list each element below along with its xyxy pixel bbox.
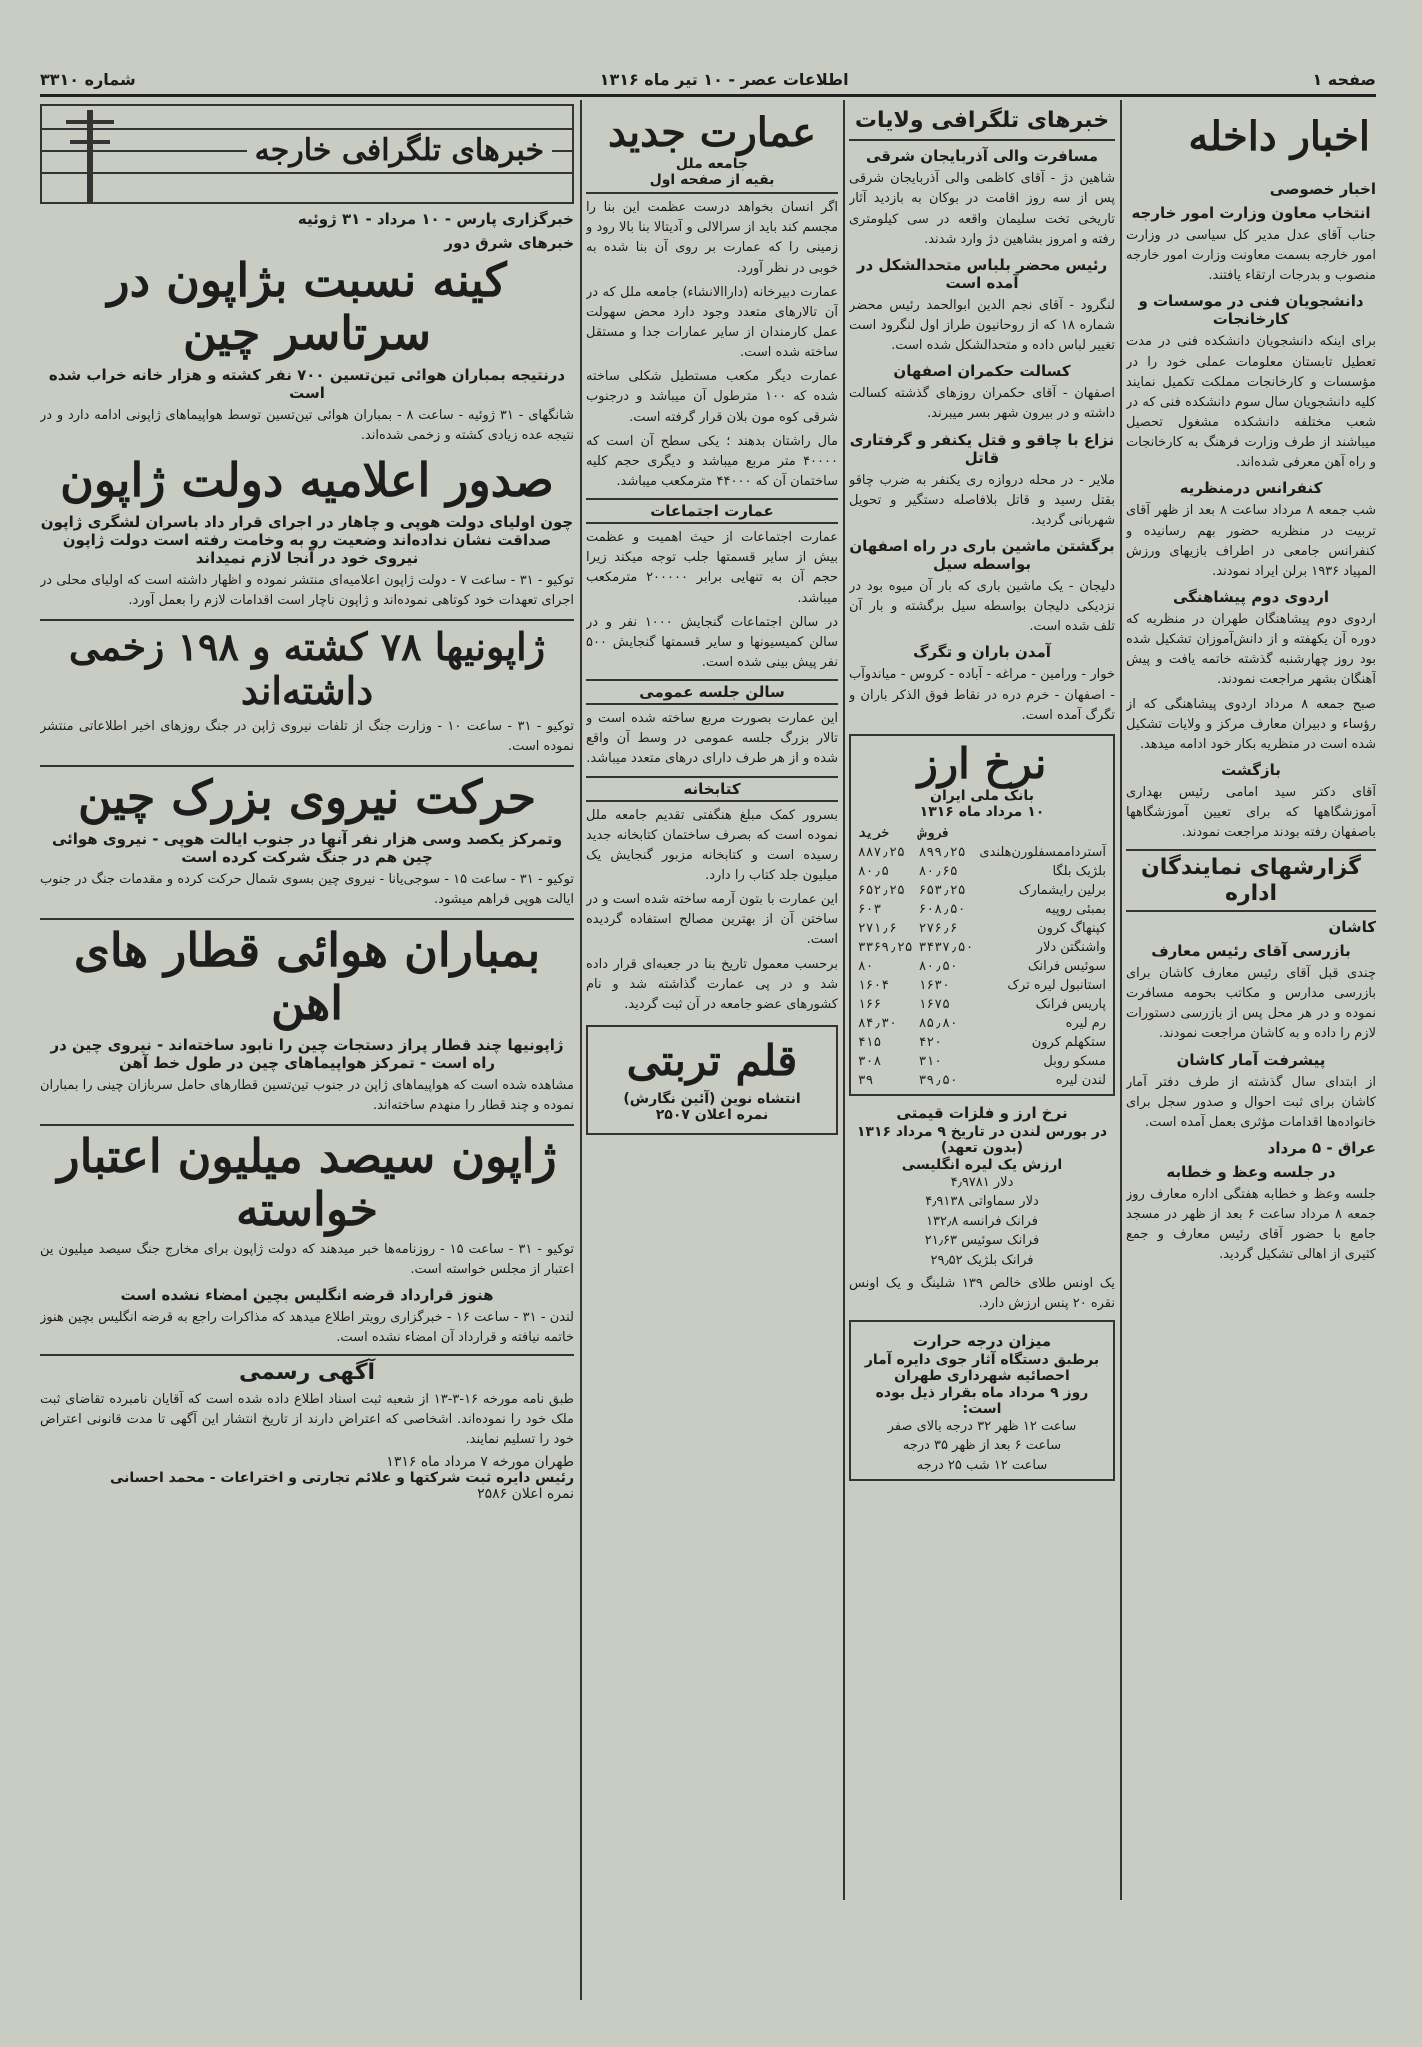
fx-row [855, 862, 1109, 881]
domestic-s4-title: اردوی دوم پیشاهنگی [1172, 587, 1330, 606]
fx-name: بمبئی روپیه [1044, 902, 1106, 918]
fx-sell: ۸۹۹٫۲۵ [918, 845, 966, 861]
prov-a6-text: خوار - ورامین - مراغه - آباده - کروس - میاندوآب - اصفهان - خرم دره در نقاط فوق الذکر باران و تگرگ آمده است. [849, 667, 1115, 723]
fx-sell: ۱۶۷۵ [918, 997, 950, 1013]
fx-row [855, 976, 1109, 995]
fx-name: بلژیک بلگا [1052, 864, 1106, 880]
foreign-region: خبرهای شرق دور [444, 234, 574, 252]
fx-name: استانبول لیره ترک [1007, 978, 1106, 994]
fx-row [855, 938, 1109, 957]
fx-name: سوئیس فرانک [1027, 959, 1106, 975]
prov-a2-text: لنگرود - آقای نجم الدین ابوالحمد رئیس محضر شماره ۱۸ که از روحانیون طراز اول لنگرود است تغییر لباس داده و متحدالشکل شده است. [849, 297, 1115, 354]
fx-sell: ۸۰٫۶۵ [918, 864, 958, 880]
prov-a5-text: دلیجان - یک ماشین باری که بار آن میوه بود در نزدیکی دلیجان بواسطه سیل برگشته و بار آن تلف شده است. [849, 578, 1115, 635]
fx-buy: ۶۰۳ [857, 902, 882, 918]
domestic-s8-title: بازرسی آقای رئیس معارف [1151, 941, 1351, 960]
fx-buy: ۸۰ [857, 959, 874, 975]
domestic-s2-text: برای اینکه دانشجویان دانشکده فنی در مدت تعطیل تابستان معلومات عملی خود را در مؤسسات و کارخانجات مملکت تکمیل نمایند کلیه دانشجویان سال سوم دانشکده فنی که در شعب مختلفه دانشکده مشغول تحصیل میباشند از طرف وزارت فرهنگ به کارخانجات و راه آهن معرفی شده‌اند. [1126, 334, 1376, 471]
foreign-h5: بمباران هوائی قطار های اهن [40, 918, 574, 1030]
ad-box [586, 1025, 838, 1135]
domestic-s4-text: اردوی دوم پیشاهنگان طهران در منظریه که دوره آن یکهفته و از دانش‌آموزان تشکیل شده بود روز چهارشنبه گذشته خاتمه یافت و پیش آهنگان بشهر مراجعت نمودند. [1126, 611, 1376, 688]
middle-column [586, 104, 838, 1984]
fx-row [855, 1014, 1109, 1033]
middle-p1: اگر انسان بخواهد درست عظمت این بنا را مجسم کند باید از سرالالی و آدیتالا بنا بالا رود و زمینی را که عمارت بر روی آن بنا شده به خوبی در نظر آورد. [586, 200, 838, 276]
domestic-s5-text: صبح جمعه ۸ مرداد اردوی پیشاهنگی که از رؤساء و دبیران معارف مرکز و ولایات تشکیل شده است در منظریه بکار خود ادامه میدهد. [1126, 696, 1376, 752]
prov-a2-title: رئیس محضر بلباس متحدالشکل در آمده است [856, 255, 1108, 292]
notice-title: آگهی رسمی [238, 1360, 376, 1386]
domestic-s3-text: شب جمعه ۸ مرداد ساعت ۸ بعد از ظهر آقای تربیت در منظریه حضور بهم رسانیده و کنفرانس جامعی در اطراف بازیهای ورزش المپیاد ۱۹۳۶ برلن ایراد نمودند. [1126, 503, 1376, 579]
foreign-h2-text: توکیو - ۳۱ - ساعت ۷ - دولت ژاپون اعلامیه‌ای منتشر نموده و اظهار داشته است که اولیای محلی در اجرای تعهدات خود کوتاهی نموده‌اند و ژاپون ناچار است اقدامات لازم را بعمل آورد. [40, 572, 574, 609]
middle-p4: مال راشتان بدهند ؛ یکی سطح آن است که ۴۰۰۰۰ متر مربع میباشد و دیگری حجم کلیه ساختمان آن که ۴۴۰۰۰ مترمکعب میباشد. [586, 433, 838, 490]
prov-a5-title: برگشتن ماشین باری در راه اصفهان بواسطه سیل [849, 536, 1115, 573]
page-header [40, 64, 1376, 97]
fx-row [855, 957, 1109, 976]
fx-name: برلین رایشمارک [1018, 883, 1106, 899]
middle-p2: عمارت دبیرخانه (داراالانشاء) جامعه ملل که در آن تالارهای متعدد وجود دارد محض سهولت عمل کارمندان از سایر عمارات جدا و مستقل ساخته شده است. [586, 284, 838, 361]
metal-row: دلار سماواتی ۴٫۹۱۳۸ [925, 1194, 1039, 1210]
fx-name: رم لیره [1065, 1016, 1106, 1032]
middle-sub: جامعه ملل [675, 156, 749, 172]
fx-name: ستکهلم کرون [1031, 1035, 1106, 1051]
fx-date: ۱۰ مرداد ماه ۱۳۱۶ [919, 804, 1045, 821]
ad-text: انتشاه نوین (آئین نگارش) [623, 1091, 801, 1108]
fx-name: مسکو روبل [1043, 1054, 1106, 1070]
domestic-s7-sub: کاشان [1328, 917, 1376, 936]
temp-list [855, 1417, 1109, 1476]
middle-p9: این عمارت با بتون آرمه ساخته شده است و در ساختن آن از بهترین مصالح استفاده گردیده است. [586, 892, 838, 948]
temp-sub2: روز ۹ مرداد ماه بقرار ذیل بوده است: [875, 1384, 1089, 1417]
fx-header-row [855, 824, 1109, 843]
fx-sub: بانک ملی ایران [930, 788, 1034, 805]
temp-box [849, 1320, 1115, 1481]
foreign-h1: کینه نسبت بژاپون در سرتاسر چین [107, 253, 507, 360]
fx-row [855, 881, 1109, 900]
middle-sub2: بقیه از صفحه اول [586, 172, 838, 194]
metal-sub2: (بدون تعهد) [940, 1140, 1024, 1157]
foreign-h3-text: توکیو - ۳۱ - ساعت ۱۰ - وزارت جنگ از تلفات نیروی ژاپن در جنگ روزهای اخیر اطلاعاتی منتشر نموده است. [40, 718, 574, 754]
fx-sell: ۳۹٫۵۰ [918, 1073, 958, 1089]
fx-buy: ۲۷۱٫۶ [857, 921, 897, 937]
middle-p10: برحسب معمول تاریخ بنا در جعبه‌ای قرار داده شد و در پی عمارت گذاشته شد و نام کشورهای عضو جامعه در آن ثبت گردید. [586, 956, 838, 1012]
provinces-column [849, 104, 1115, 2004]
prov-a4-text: ملایر - در محله دروازه ری یکنفر به ضرب چاقو بقتل رسید و قاتل بلافاصله دستگیر و تحویل شهربانی گردید. [849, 472, 1115, 528]
fx-buy: ۸۸۷٫۲۵ [857, 845, 905, 861]
ad-title: قلم تربتی [626, 1035, 798, 1085]
domestic-s11-text: جلسه وعظ و خطابه هفتگی اداره معارف روز جمعه ۸ مرداد ساعت ۶ بعد از ظهر در مسجد جامع با حضور آقای رئیس معارف و جمع کثیری از اهالی تشکیل گردید. [1126, 1186, 1376, 1263]
fx-sell: ۶۵۳٫۲۵ [918, 883, 966, 899]
middle-p5: عمارت اجتماعات از حیث اهمیت و عظمت بیش از سایر قسمتها جلب توجه میکند زیرا حجم آن به تنهایی برابر ۲۰۰۰۰۰ مترمکعب میباشد. [586, 530, 838, 606]
ad-no: نمره اعلان ۲۵۰۷ [655, 1107, 769, 1124]
fx-title: نرخ ارز [917, 738, 1047, 788]
metal-row: فرانک بلژیک ۲۹٫۵۲ [930, 1252, 1034, 1268]
domestic-s6-title: بازگشت [1221, 760, 1281, 779]
metal-row: فرانک فرانسه ۱۳۲٫۸ [926, 1213, 1038, 1229]
foreign-column [40, 104, 574, 2004]
domestic-s9-title: پیشرفت آمار کاشان [1176, 1050, 1326, 1069]
fx-row [855, 919, 1109, 938]
fx-head-sell: فروش [918, 826, 950, 842]
foreign-h6-sub: هنوز قرارداد قرضه انگلیس بچین امضاء نشده است [120, 1286, 494, 1305]
fx-buy: ۶۵۲٫۲۵ [857, 883, 905, 899]
telegraph-pole-icon [60, 106, 120, 202]
domestic-s1-text: جناب آقای عدل مدیر کل سیاسی در وزارت امور خارجه بسمت معاونت وزارت امور خارجه منصوب و بدرجات ارتقاء یافتند. [1126, 228, 1376, 284]
fx-sell: ۸۰٫۵۰ [918, 959, 958, 975]
fx-sell: ۴۲۰ [918, 1035, 943, 1051]
fx-table [855, 824, 1109, 1090]
metal-row: فرانک سوئیس ۲۱٫۶۳ [924, 1233, 1040, 1249]
middle-p3: عمارت دیگر مکعب مستطیل شکلی ساخته شده که ۱۰۰ مترطول آن میباشد و درجنوب شرقی کوه مون بلان قرار گرفته است. [586, 369, 838, 425]
fx-buy: ۳۹ [857, 1073, 874, 1089]
prov-a1-text: شاهین دژ - آقای کاظمی والی آذربایجان شرقی پس از سه روز اقامت در بوکان به بازدید آثار تاریخی تخت سلیمان واقعه در سی کیلومتری رفته و امروز بشاهین دژ وارد شدند. [849, 171, 1115, 247]
fx-sell: ۳۴۳۷٫۵۰ [918, 940, 974, 956]
notice-no: نمره اعلان ۲۵۸۶ [477, 1486, 574, 1503]
foreign-h4-text: توکیو - ۳۱ - ساعت ۱۵ - سوجی‌یانا - نیروی چین بسوی شمال حرکت کرده و مقدمات جنگ در جنوب ایالت هوپی فراهم میشود. [40, 871, 574, 907]
telegraph-banner-title: خبرهای تلگرافی خارجه [247, 134, 552, 169]
domestic-s10-title: عراق - ۵ مرداد [1267, 1138, 1376, 1157]
temp-row: ساعت ۶ بعد از ظهر ۳۵ درجه [902, 1438, 1062, 1454]
fx-row [855, 900, 1109, 919]
fx-buy: ۱۶۶ [857, 997, 882, 1013]
prov-a3-title: کسالت حکمران اصفهان [893, 362, 1071, 381]
fx-sell: ۱۶۳۰ [918, 978, 950, 994]
telegraph-banner [40, 104, 574, 204]
temp-title: میزان درجه حرارت [912, 1332, 1052, 1351]
foreign-dateline: خبرگزاری پارس - ۱۰ مرداد - ۳۱ ژوئیه [297, 210, 574, 228]
fx-row [855, 1052, 1109, 1071]
foreign-h1-text: شانگهای - ۳۱ ژوئیه - ساعت ۸ - بمباران هوائی تین‌تسین توسط هواپیماهای ژاپونی ادامه دارد و در نتیجه عده زیادی کشته و زخمی شده‌اند. [40, 407, 574, 443]
foreign-h1-sub: درنتیجه بمباران هوائی تین‌تسین ۷۰۰ نفر کشته و هزار خانه خراب شده است [48, 365, 566, 402]
fx-row [855, 1033, 1109, 1052]
domestic-s2-title: دانشجویان فنی در موسسات و کارخانجات [1138, 292, 1364, 329]
middle-h2: عمارت اجتماعات [586, 498, 838, 524]
prov-a6-title: آمدن باران و تگرگ [913, 643, 1051, 662]
fx-name: لندن لیره [1055, 1073, 1106, 1089]
fx-row [855, 995, 1109, 1014]
domestic-s6-text: آقای دکتر سید امامی رئیس بهداری آموزشگاهها که برای تعیین آموزشگاهها باصفهان رفته بودند مراجعت نمودند. [1126, 784, 1376, 841]
fx-row [855, 843, 1109, 862]
domestic-s11-title: در جلسه وعظ و خطابه [1166, 1162, 1336, 1181]
page-label: صفحه ۱ [1312, 69, 1376, 89]
fx-buy: ۸۴٫۳۰ [857, 1016, 897, 1032]
foreign-h2-sub: چون اولیای دولت هوپی و چاهار در اجرای قرار داد باسران لشگری ژاپون صداقت نشان نداده‌اند وضعیت رو به وخامت رفته است دولت ژاپون نیروی خود در آنجا لازم نمیداند [40, 512, 574, 567]
prov-a4-title: نزاع با چاقو و قتل یکنفر و گرفتاری قاتل [849, 430, 1115, 467]
temp-row: ساعت ۱۲ ظهر ۳۲ درجه بالای صفر [887, 1418, 1077, 1434]
domestic-s9-text: از ابتدای سال گذشته از طرف دفتر آمار کاشان برای ثبت احوال و صدور سجل برای خانواده‌ها اقدامات مؤثری بعمل آمده است. [1126, 1074, 1376, 1130]
fx-buy: ۳۰۸ [857, 1054, 882, 1070]
foreign-h5-text: مشاهده شده است که هواپیماهای ژاپن در جنوب تین‌تسین قطارهای حامل سربازان چینی را بمباران نموده و چند قطار را منهدم ساخته‌اند. [40, 1077, 574, 1113]
foreign-h4: حرکت نیروی بزرک چین [40, 765, 574, 824]
domestic-title: اخبار داخله [1188, 113, 1370, 160]
metal-text: یک اونس طلای خالص ۱۳۹ شلینگ و یک اونس نقره ۲۰ پنس ارزش دارد. [849, 1276, 1115, 1312]
foreign-h4-sub: وتمرکز یکصد وسی هزار نفر آنها در جنوب ایالت هوپی - نیروی هوائی چین هم در جنگ شرکت کرده است [51, 829, 563, 866]
foreign-h6: ژاپون سیصد میلیون اعتبار خواسته [40, 1124, 574, 1236]
fx-buy: ۱۶۰۴ [857, 978, 890, 994]
foreign-h5-sub: ژاپونیها چند قطار پراز دستجات چین را نابود ساخته‌اند - نیروی چین در راه است - تمرکز هواپیماهای چین در طول خط آهن [50, 1035, 564, 1072]
paper-masthead: اطلاعات عصر - ۱۰ تیر ماه ۱۳۱۶ [599, 69, 849, 89]
metal-title: نرخ ارز و فلزات قیمتی [896, 1104, 1068, 1123]
temp-sub: برطبق دستگاه آثار جوی دایره آمار احصائیه شهرداری طهران [864, 1352, 1100, 1385]
issue-number: شماره ۳۳۱۰ [40, 69, 136, 89]
metal-sub: در بورس لندن در تاریخ ۹ مرداد ۱۳۱۶ [856, 1124, 1108, 1141]
fx-buy: ۸۰٫۵ [857, 864, 890, 880]
fx-head-buy: خرید [857, 826, 890, 842]
middle-h4: کتابخانه [586, 776, 838, 802]
domestic-s3-title: کنفرانس درمنظریه [1179, 479, 1323, 498]
fx-row [855, 1071, 1109, 1090]
fx-name: آسترداممسفلورن‌هلندی [979, 845, 1106, 861]
middle-p8: بسرور کمک مبلغ هنگفتی تقدیم جامعه ملل نموده است که بصرف ساختمان کتابخانه جدید رسیده است و کتابخانه مزبور گنجایش یک میلیون جلد کتاب را دارد. [586, 807, 838, 883]
fx-buy: ۴۱۵ [857, 1035, 882, 1051]
fx-name: کپنهاگ کرون [1037, 921, 1106, 937]
fx-name: پاریس فرانک [1035, 997, 1106, 1013]
middle-title: عمارت جدید [608, 109, 816, 156]
fx-sell: ۲۷۶٫۶ [918, 921, 958, 937]
domestic-s1-title: اخبار خصوصی [1269, 180, 1376, 198]
prov-a3-text: اصفهان - آقای حکمران روزهای گذشته کسالت داشته و در بیرون شهر بسر میبرند. [849, 386, 1115, 422]
fx-sell: ۳۱۰ [918, 1054, 943, 1070]
foreign-h2: صدور اعلامیه دولت ژاپون [60, 453, 554, 508]
foreign-h6-text2: لندن - ۳۱ - ساعت ۱۶ - خبرگزاری رویتر اطلاع میدهد که مذاکرات راجع به قرضه انگلیس بچین هنوز خاتمه نیافته و قرارداد آن امضاء نشده است. [40, 1310, 574, 1346]
domestic-column [1126, 104, 1376, 2004]
domestic-s1-sub: انتخاب معاون وزارت امور خارجه [1131, 204, 1371, 222]
metal-sub3: ارزش یک لیره انگلیسی [901, 1156, 1063, 1173]
domestic-s8-text: چندی قبل آقای رئیس معارف کاشان برای بازرسی مدارس و مکاتب بحومه مسافرت نموده و در هر محل پس از بازرسی دستورات لازم را داده و به کاشان مراجعت نمودند. [1126, 965, 1376, 1042]
fx-box [849, 734, 1115, 1096]
notice-date: طهران مورخه ۷ مرداد ماه ۱۳۱۶ [386, 1454, 574, 1471]
fx-sell: ۸۵٫۸۰ [918, 1016, 958, 1032]
middle-p7: این عمارت بصورت مربع ساخته شده است و تالار بزرگ جلسه عمومی در وسط آن واقع شده و از هر طرف دارای درهای متعدد میباشد. [586, 711, 838, 767]
metal-list [849, 1173, 1115, 1271]
notice-sign: رئیس دایره ثبت شرکتها و علائم تجارتی و اختراعات - محمد احسانی [109, 1470, 574, 1487]
notice-box [40, 1354, 574, 1502]
provinces-title: خبرهای تلگرافی ولایات [849, 104, 1115, 141]
metal-row: دلار ۴٫۹۷۸۱ [950, 1174, 1014, 1190]
foreign-h3: ژاپونیها ۷۸ کشته و ۱۹۸ زخمی داشته‌اند [40, 619, 574, 712]
foreign-h6-text: توکیو - ۳۱ - ساعت ۱۵ - روزنامه‌ها خبر میدهند که دولت ژاپون برای مخارج جنگ سیصد میلیون ین اعتبار از مجلس خواسته است. [40, 1241, 574, 1278]
fx-buy: ۳۳۶۹٫۲۵ [857, 940, 913, 956]
fx-name: واشنگتن دلار [1036, 940, 1106, 956]
fx-rows [855, 843, 1109, 1090]
temp-row: ساعت ۱۲ شب ۲۵ درجه [916, 1457, 1048, 1473]
domestic-s7-title: گزارشهای نمایندگان اداره [1126, 849, 1376, 912]
notice-text: طبق نامه مورخه ۱۶-۳-۱۳ از شعبه ثبت اسناد اطلاع داده شده است که آقایان نامبرده تقاضای ثبت ملک خود را نموده‌اند. اشخاصی که اعتراض دارند از تاریخ انتشار این آگهی تا مدت قانونی اعتراض خود را تسلیم نمایند. [40, 1391, 574, 1448]
middle-h3: سالن جلسه عمومی [586, 679, 838, 705]
fx-sell: ۶۰۸٫۵۰ [918, 902, 966, 918]
middle-p6: در سالن اجتماعات گنجایش ۱۰۰۰ نفر و در سالن کمیسیونها و سایر قسمتها گنجایش ۵۰۰ نفر پیش بینی شده است. [586, 614, 838, 670]
prov-a1-title: مسافرت والی آذربایجان شرقی [865, 147, 1099, 166]
